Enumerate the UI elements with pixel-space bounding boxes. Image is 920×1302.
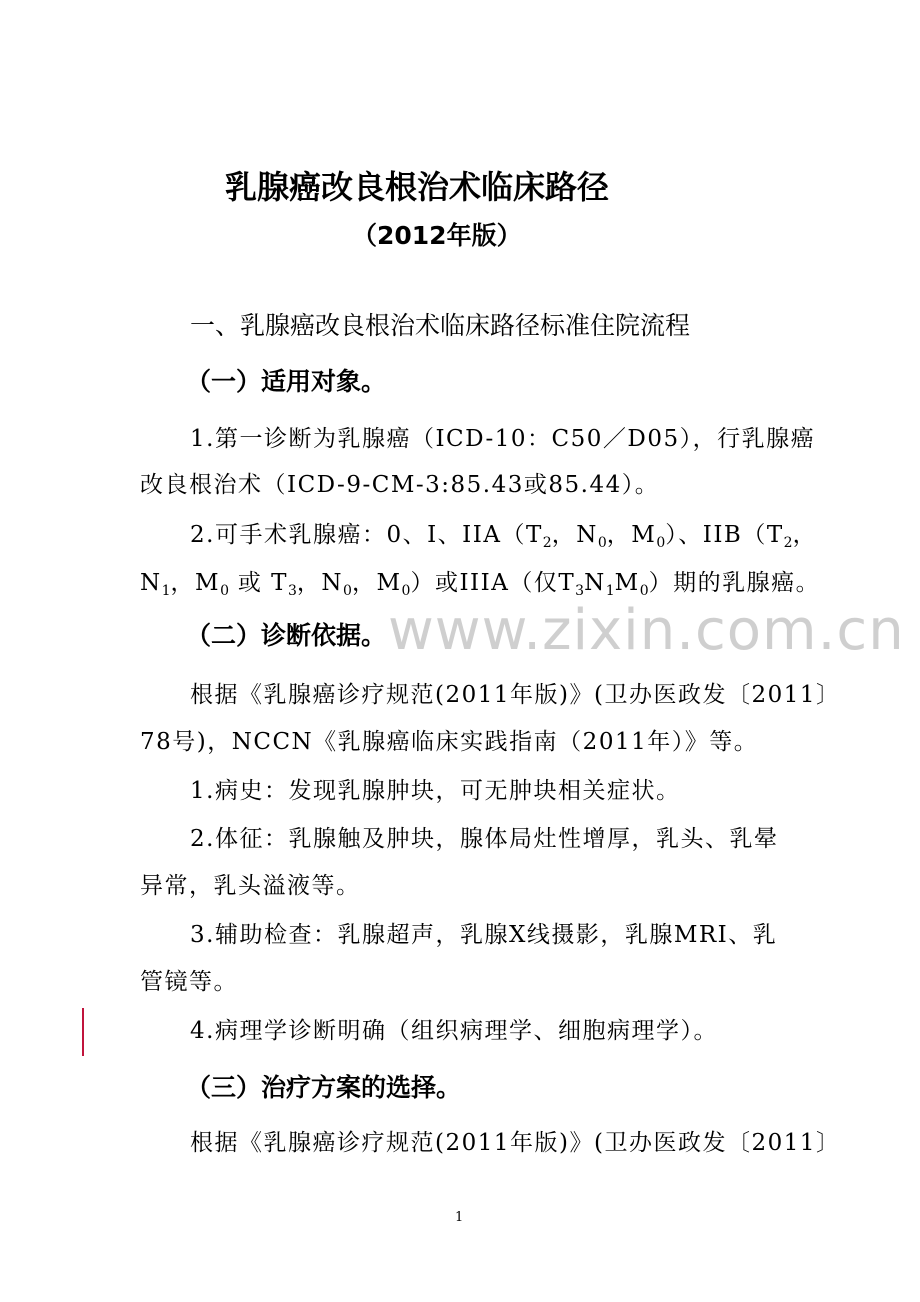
paragraph-line-staging-2: $N_1$，$M_0$ 或 $T_3$，$N_0$，$M_0$）或IIIA（仅$T_3N_1M_0$）期的乳腺癌。 [140,570,821,599]
paragraph-line: 管镜等。 [140,969,238,995]
paragraph-line: 2.体征：乳腺触及肿块，腺体局灶性增厚，乳头、乳晕 [190,826,779,852]
paragraph-line-staging-1: 2.可手术乳腺癌：0、I、$IIA(T_2$，$N_0$，$M_0$）、$IIB(T_2$， [190,522,818,551]
paragraph-line: 改良根治术（ICD-9-CM-3:85.43或85.44）。 [140,472,660,498]
margin-mark [82,1008,84,1056]
paragraph-line: 异常，乳头溢液等。 [140,873,361,899]
subsection-heading-diagnosis: （二）诊断依据。 [186,621,387,650]
paragraph-line: 4.病理学诊断明确（组织病理学、细胞病理学）。 [190,1018,718,1044]
paragraph-line: 1.病史：发现乳腺肿块，可无肿块相关症状。 [190,778,681,804]
paragraph-line: 1.第一诊断为乳腺癌（ICD-10：C50／D05），行乳腺癌 [190,426,816,452]
paragraph-line: 3.辅助检查：乳腺超声，乳腺X线摄影，乳腺MRI、乳 [190,922,778,948]
section-heading: 一、乳腺癌改良根治术临床路径标准住院流程 [190,311,691,340]
paragraph-line: 根据《乳腺癌诊疗规范(2011年版)》(卫办医政发〔2011〕 [190,1130,841,1156]
paragraph-line: 根据《乳腺癌诊疗规范(2011年版)》(卫办医政发〔2011〕 [190,682,841,708]
page-number: 1 [455,1210,464,1225]
document-edition: （2012年版） [352,221,522,250]
subsection-heading-applicable: （一）适用对象。 [186,367,387,396]
document-title: 乳腺癌改良根治术临床路径 [225,168,610,206]
subsection-heading-treatment: （三）治疗方案的选择。 [186,1073,462,1102]
watermark: www.zixin.com.cn [388,598,905,663]
paragraph-line: 78号)，NCCN《乳腺癌临床实践指南（2011年）》等。 [140,729,759,755]
